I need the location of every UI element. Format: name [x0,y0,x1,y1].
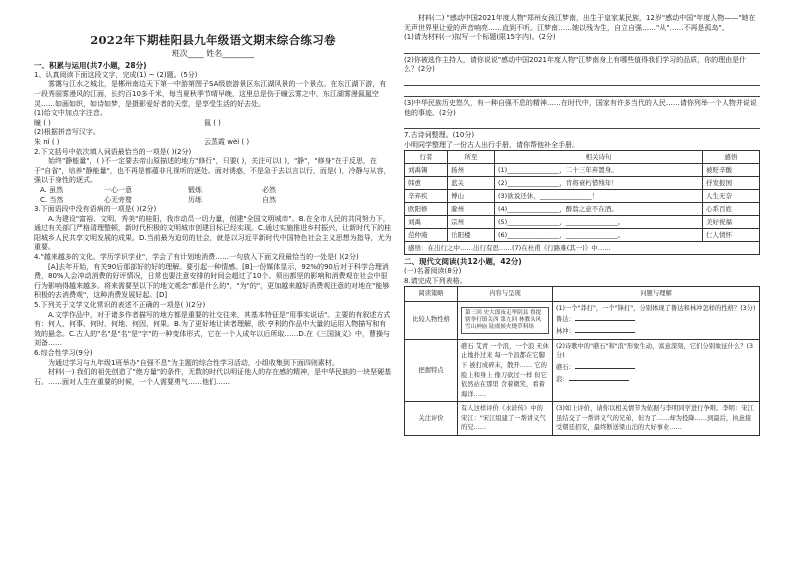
option-text: 一心一意 [104,185,132,194]
section-heading: 二、现代文阅读(共12小题，42分) [404,257,522,267]
reading-table [404,286,760,436]
answer-row [34,138,392,148]
column-header: 感悟 [703,151,760,164]
table-cell: 刘禹锡 [405,164,448,177]
answer-blank[interactable] [575,313,635,321]
answer-label: 浪： [556,375,569,383]
column-header: 所至 [448,151,495,164]
question-text: (2)诗歌中的"礁石"和"浪"形象生动，富意深刻，它们分别象征什么？(3分) [556,342,753,360]
answer-line[interactable] [404,77,760,86]
table-row [405,402,760,436]
poem-table [404,150,760,255]
table-cell [553,339,760,402]
answer-row [556,361,756,373]
table-cell: (3)如上评价，请你以相关情节为依据与李明同学进行争辩。李明：宋江虽结交了一帮讲义气的兄弟，但为了……却为投降……到最后，执意接受朝廷招安，最终断送梁山泊的大好事业…… [553,402,760,436]
table-cell: 宗州 [448,216,495,229]
table-row [405,164,760,177]
table-cell: 抒发报国 [703,177,760,190]
left-column [34,14,392,387]
question-1: 1、认真阅读下面这段文字，完成(1) ~ (2)题。(5分) [34,70,198,79]
answer-line[interactable] [404,45,760,54]
column-header: 内容与呈现 [458,287,553,302]
option-text: 自然 [262,195,276,204]
question-7: 7.古诗词整理。(10分) [404,131,475,140]
table-cell[interactable]: (4)________________，醉翁之意不在酒。 [495,203,703,216]
question-1-1: (1)给文中加点字注音。 [34,109,107,118]
option-row [34,196,392,206]
option-text: 锻炼 [188,185,202,194]
table-cell: 关注评价 [405,402,458,436]
table-cell: 蓝关 [448,177,495,190]
question-5: 5.下列关于文学文化常识的表述不正确的一项是( )(2分) [34,301,206,310]
question-5-text: A.文学作品中，对于诸多作者描写的地方都是重要的社交往来，其基本特征是"用事实说话"。主要的有叙述方式有：何人、何事、何时、何地、何因、何果。B.为了更好地让读者理解，欧·亨利的作品中大量的运用人物描写和有效的悬念。C.古人的"名"是"名"是"字"的一种变体形式，它在一个人成年以后所取……D.在《三国演义》中，曹操与刘备…… [34,310,391,348]
question-2-text: 始终"静能量"，( )不一定要去帝山原描述的地方"修行"，只要( )，关注可以( )，"静"，"修身"在于反思，在于"自省"，培养"静能量"，也不再是都蕴非凡视听的逐处。面对诱惑，不是急于去以言以行，而是( )，冷静与从容，强以于身性的逐式。 [34,157,391,185]
question-6: 6.综合性学习(9分) [34,349,93,357]
answer-item: 氤 ( ) [204,118,221,127]
column-header: 相关诗句 [495,151,703,164]
table-cell: 仁人情怀 [703,229,760,242]
table-cell[interactable]: 感悟：在出行之中……出行有思……(7)在杜甫《行路难(其一)》中…… [405,242,760,255]
answer-row [556,325,756,337]
table-cell[interactable]: (5)________________，________________。 [495,216,703,229]
question-4-text: [A]去年开始，有关90后那部好的好的理解。要引起一种情感。[B]一份媒体显示，92%的90后对于科学合理消费，80%人会冲动消费的好评情况，日常也要注意安排的时间会超过了10个。须出都坚的影响和消费观在社会中很行为影响得越来越多。将来需要坚以下的地文观念"都是什么的"，"为"的"，更加越来越好消费观注意的对地在"能够积极的去消费观"，这种消费发展好起。[D] [34,262,390,300]
table-row [405,216,760,229]
table-cell: 人生无奈 [703,190,760,203]
table-cell: 滁州 [448,203,495,216]
section-heading: 一、积累与运用(共7小题，28分) [34,61,147,71]
answer-item: 朱 ní ( ) [34,137,60,146]
option-text: C. 当然 [40,195,64,204]
answer-item: 瞳 ( ) [34,118,51,127]
option-text: A. 虽然 [40,185,64,194]
content-image: 第三回 史大郎夜走华阴县 鲁提辖拳打镇关西 第九回 林教头风雪山神庙 陆虞候火烧草料场 [461,307,549,334]
question-8: 8.请完成下列表格。 [404,276,467,285]
table-cell: 有人这样评价《水浒传》中的宋江："宋江组建了一帮讲义气的兄…… [458,402,553,436]
answer-line[interactable] [404,120,760,129]
table-cell: 辛弃疾 [405,190,448,203]
answer-line[interactable] [404,88,760,97]
passage-1: 雾霭与江水之城北，是郴州南边天下第一中游第图子SA级旅游景区东江湖风景的一个景点。在东江湖下游，有一段秀丽雾漫风的江面，长约百10多千米，每当夏秋季节晴早晚，这里总是伤于瞳云雾之中，东江湖雾漫氤氲空灵……如画如织，如诗如梦，是摄影爱好者的天堂，是享受生活的好去处。 [34,80,387,108]
question-6-text: 为通过学习与九年级1班举办"自强不息"为主题的综合性学习活动，小组收集到下面四则素材。 [48,358,339,367]
question-4: 4."越来越多的文化、学历学识学业"，学会了有计划地消费……一句放入下面文段最恰当的一处是( )(2分) [34,253,359,262]
table-cell: 被贬辛酸 [703,164,760,177]
answer-row [556,313,756,325]
table-cell: 范仲淹 [405,229,448,242]
table-cell: 比较人物性格 [405,301,458,339]
page-title: 2022年下期桂阳县九年级语文期末综合练习卷 [90,33,336,47]
answer-row [556,373,756,385]
table-cell[interactable]: (3)欲说还休，________________！ [495,190,703,203]
table-cell: 把握特点 [405,339,458,402]
answer-blank[interactable] [575,361,635,369]
table-cell: 韩愈 [405,177,448,190]
column-header: 阅读策略 [405,287,458,302]
table-cell: 博山 [448,190,495,203]
table-row [405,339,760,402]
table-header-row [405,287,760,302]
column-header: 行者 [405,151,448,164]
question-text: (1)一个"莽打"，一个"锋打"，分别体现了鲁达和林冲怎样的性格？(3分) [556,304,756,312]
question-2: 2.下文括号中依次填入词语最恰当的一项是( )(2分) [34,147,192,156]
question-3: 3.下面语段中没有语病的一项是( )(2分) [34,205,157,214]
student-info: 班次____ 姓名________ [171,48,255,58]
table-row [405,177,760,190]
answer-blank[interactable] [575,325,635,333]
answer-blank[interactable] [569,373,629,381]
material-1: 材料(一) 我们的祖先创造了"绝方量"的条件，无数的时代以明证他人的存在感的精神，是中华民族的一块坚硬基石。……面对人生在重要的时候，一个人需要勇气……他们…… [34,368,392,386]
table-cell: 刘禹 [405,216,448,229]
subsection-heading: (一)名著阅读(8分) [404,266,462,275]
table-cell: 岳阳楼 [448,229,495,242]
table-cell [553,301,760,339]
table-cell: 美好祝福 [703,216,760,229]
option-text: 历练 [188,195,202,204]
table-cell[interactable]: (1)________________，二十三年弃置身。 [495,164,703,177]
table-cell[interactable]: (2)________________，肯将衰朽惜残年！ [495,177,703,190]
option-text: 心无旁鹜 [104,195,132,204]
right-column [404,14,760,436]
question-3-text: A.为建设"富裕、文明、秀美"的桂阳，我市动员一切力量，创建"全国文明城市"。B.在全市人民的共同努力下，通过有关部门严格清理整顿，新时代积极的文明城市创建目标已经实现。C.通过实施推进乡村振兴，让新时代下的桂阳城乡人民共享文明发展的成果。D.当前最为迫切的社会，就是以习近平新时代中国特色社会主义思想为指导，尤为重要。 [34,214,392,252]
table-row [405,203,760,216]
option-text: 必然 [262,185,276,194]
table-cell [458,301,553,339]
question-6-2: (2)你被选作主持人，请你说说"感动中国2021年度人物"江梦南身上有哪些值得我们学习的品质，你的理由是什么？(2分) [404,55,747,74]
question-1-2: (2)根据拼音写汉字。 [34,128,100,137]
answer-item: 云蒸霞 wèi ( ) [204,137,250,146]
answer-row [34,119,392,129]
table-cell: 礁石 艾青 一个浪，一个浪 无休止地扑过来 每一个浪都在它脚下 被打成碎末，散开…… 它的脸上和身上 像刀砍过一样 但它依然站在那里 含着微笑，看着海洋…… [458,339,553,402]
table-row [405,190,760,203]
material-2: 材料(二) "感动中国2021年度人物"郑州女孩江梦南，出生于皇家某民族，12岁"感动中国"年度人物——"她在无声世界里让爱的声音响亮……直到不听。江梦南……她以残为生，自立自强……"从"……不再是孤岛"。 [404,14,756,32]
option-row [34,186,392,196]
answer-label: 礁石： [556,363,575,371]
answer-label: 林冲： [556,327,575,335]
table-row [405,229,760,242]
answer-label: 鲁达： [556,316,575,324]
table-cell[interactable]: (6)________________，________________。 [495,229,703,242]
table-cell: 心系百姓 [703,203,760,216]
table-cell: 扬州 [448,164,495,177]
question-7-text: 小明同学整理了一份古人出行手册，请你帮他补全手册。 [404,140,579,149]
table-row [405,301,760,339]
question-6-3: (3)中华民族历史悠久，有一种自强不息的精神……在时代中，国家有许多当代的人民……请你列举一个人物并说说他的事迹。(2分) [404,98,757,117]
table-header-row [405,151,760,164]
column-header: 问题与理解 [553,287,760,302]
question-6-1: (1)请为材料(一)拟写一个标题(限15字内)。(2分) [404,33,556,42]
table-row [405,242,760,255]
table-cell: 欧阳修 [405,203,448,216]
